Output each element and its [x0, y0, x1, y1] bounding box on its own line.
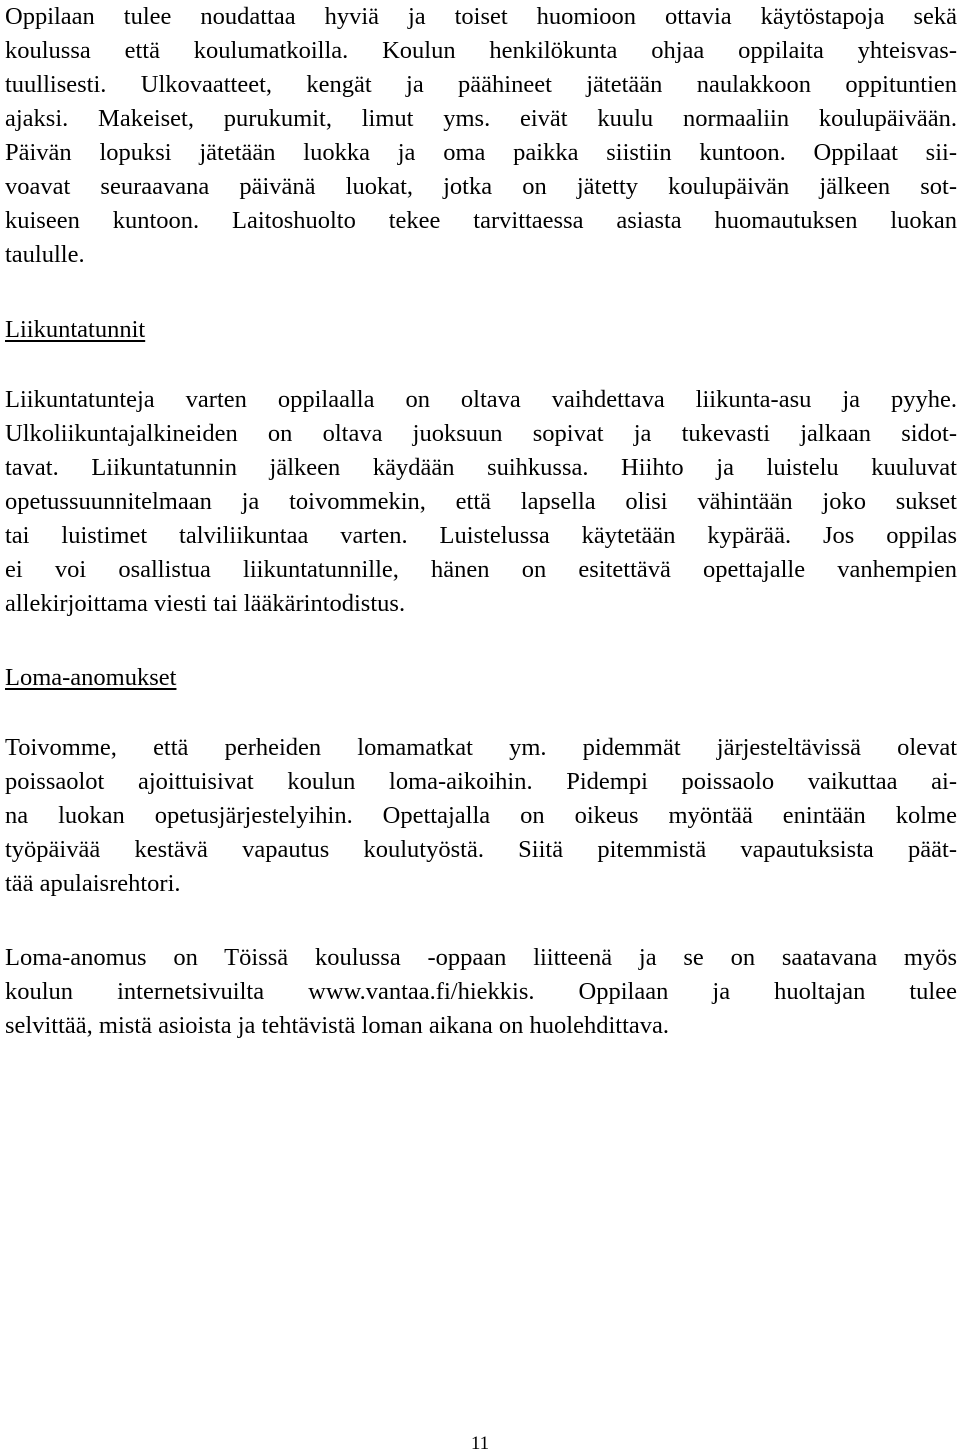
text-line: poissaolot ajoittuisivat koulun loma-aikoihin. Pidempi poissaolo vaikuttaa ai- [5, 768, 957, 795]
text-line: na luokan opetusjärjestelyihin. Opettajalla on oikeus myöntää enintään kolme [5, 802, 957, 829]
text-line: tavat. Liikuntatunnin jälkeen käydään suihkussa. Hiihto ja luistelu kuuluvat [5, 454, 957, 481]
text-line: allekirjoittama viesti tai lääkärintodistus. [5, 590, 406, 617]
text-line: tää apulaisrehtori. [5, 870, 181, 897]
text-line: Toivomme, että perheiden lomamatkat ym. pidemmät järjesteltävissä olevat [5, 734, 957, 761]
text-line: selvittää, mistä asioista ja tehtävistä loman aikana on huolehdittava. [5, 1012, 670, 1039]
text-line: koulun internetsivuilta www.vantaa.fi/hiekkis. Oppilaan ja huoltajan tulee [5, 978, 957, 1005]
section-heading-loma-anomukset: Loma-anomukset [5, 664, 177, 691]
text-line: Loma-anomus on Töissä koulussa -oppaan liitteenä ja se on saatavana myös [5, 944, 957, 971]
text-line: ajaksi. Makeiset, purukumit, limut yms. eivät kuulu normaaliin koulupäivään. [5, 105, 957, 132]
text-line: Päivän lopuksi jätetään luokka ja oma paikka siistiin kuntoon. Oppilaat sii- [5, 139, 957, 166]
text-line: kuiseen kuntoon. Laitoshuolto tekee tarvittaessa asiasta huomautuksen luokan [5, 207, 957, 234]
text-line: Ulkoliikuntajalkineiden on oltava juoksuun sopivat ja tukevasti jalkaan sidot- [5, 420, 957, 447]
text-line: koulussa että koulumatkoilla. Koulun henkilökunta ohjaa oppilaita yhteisvas- [5, 37, 957, 64]
text-line: työpäivää kestävä vapautus koulutyöstä. Siitä pitemmistä vapautuksista päät- [5, 836, 957, 863]
text-line: Liikuntatunteja varten oppilaalla on oltava vaihdettava liikunta-asu ja pyyhe. [5, 386, 957, 413]
text-line: tai luistimet talviliikuntaa varten. Luistelussa käytetään kypärää. Jos oppilas [5, 522, 957, 549]
text-line: voavat seuraavana päivänä luokat, jotka on jätetty koulupäivän jälkeen sot- [5, 173, 957, 200]
text-line: Oppilaan tulee noudattaa hyviä ja toiset huomioon ottavia käytöstapoja sekä [5, 3, 957, 30]
text-line: tuullisesti. Ulkovaatteet, kengät ja päähineet jätetään naulakkoon oppituntien [5, 71, 957, 98]
page-number: 11 [470, 1433, 490, 1454]
text-line: opetussuunnitelmaan ja toivommekin, että lapsella olisi vähintään joko sukset [5, 488, 957, 515]
text-line: ei voi osallistua liikuntatunnille, hänen on esitettävä opettajalle vanhempien [5, 556, 957, 583]
text-line: taululle. [5, 241, 85, 268]
section-heading-liikuntatunnit: Liikuntatunnit [5, 316, 146, 343]
